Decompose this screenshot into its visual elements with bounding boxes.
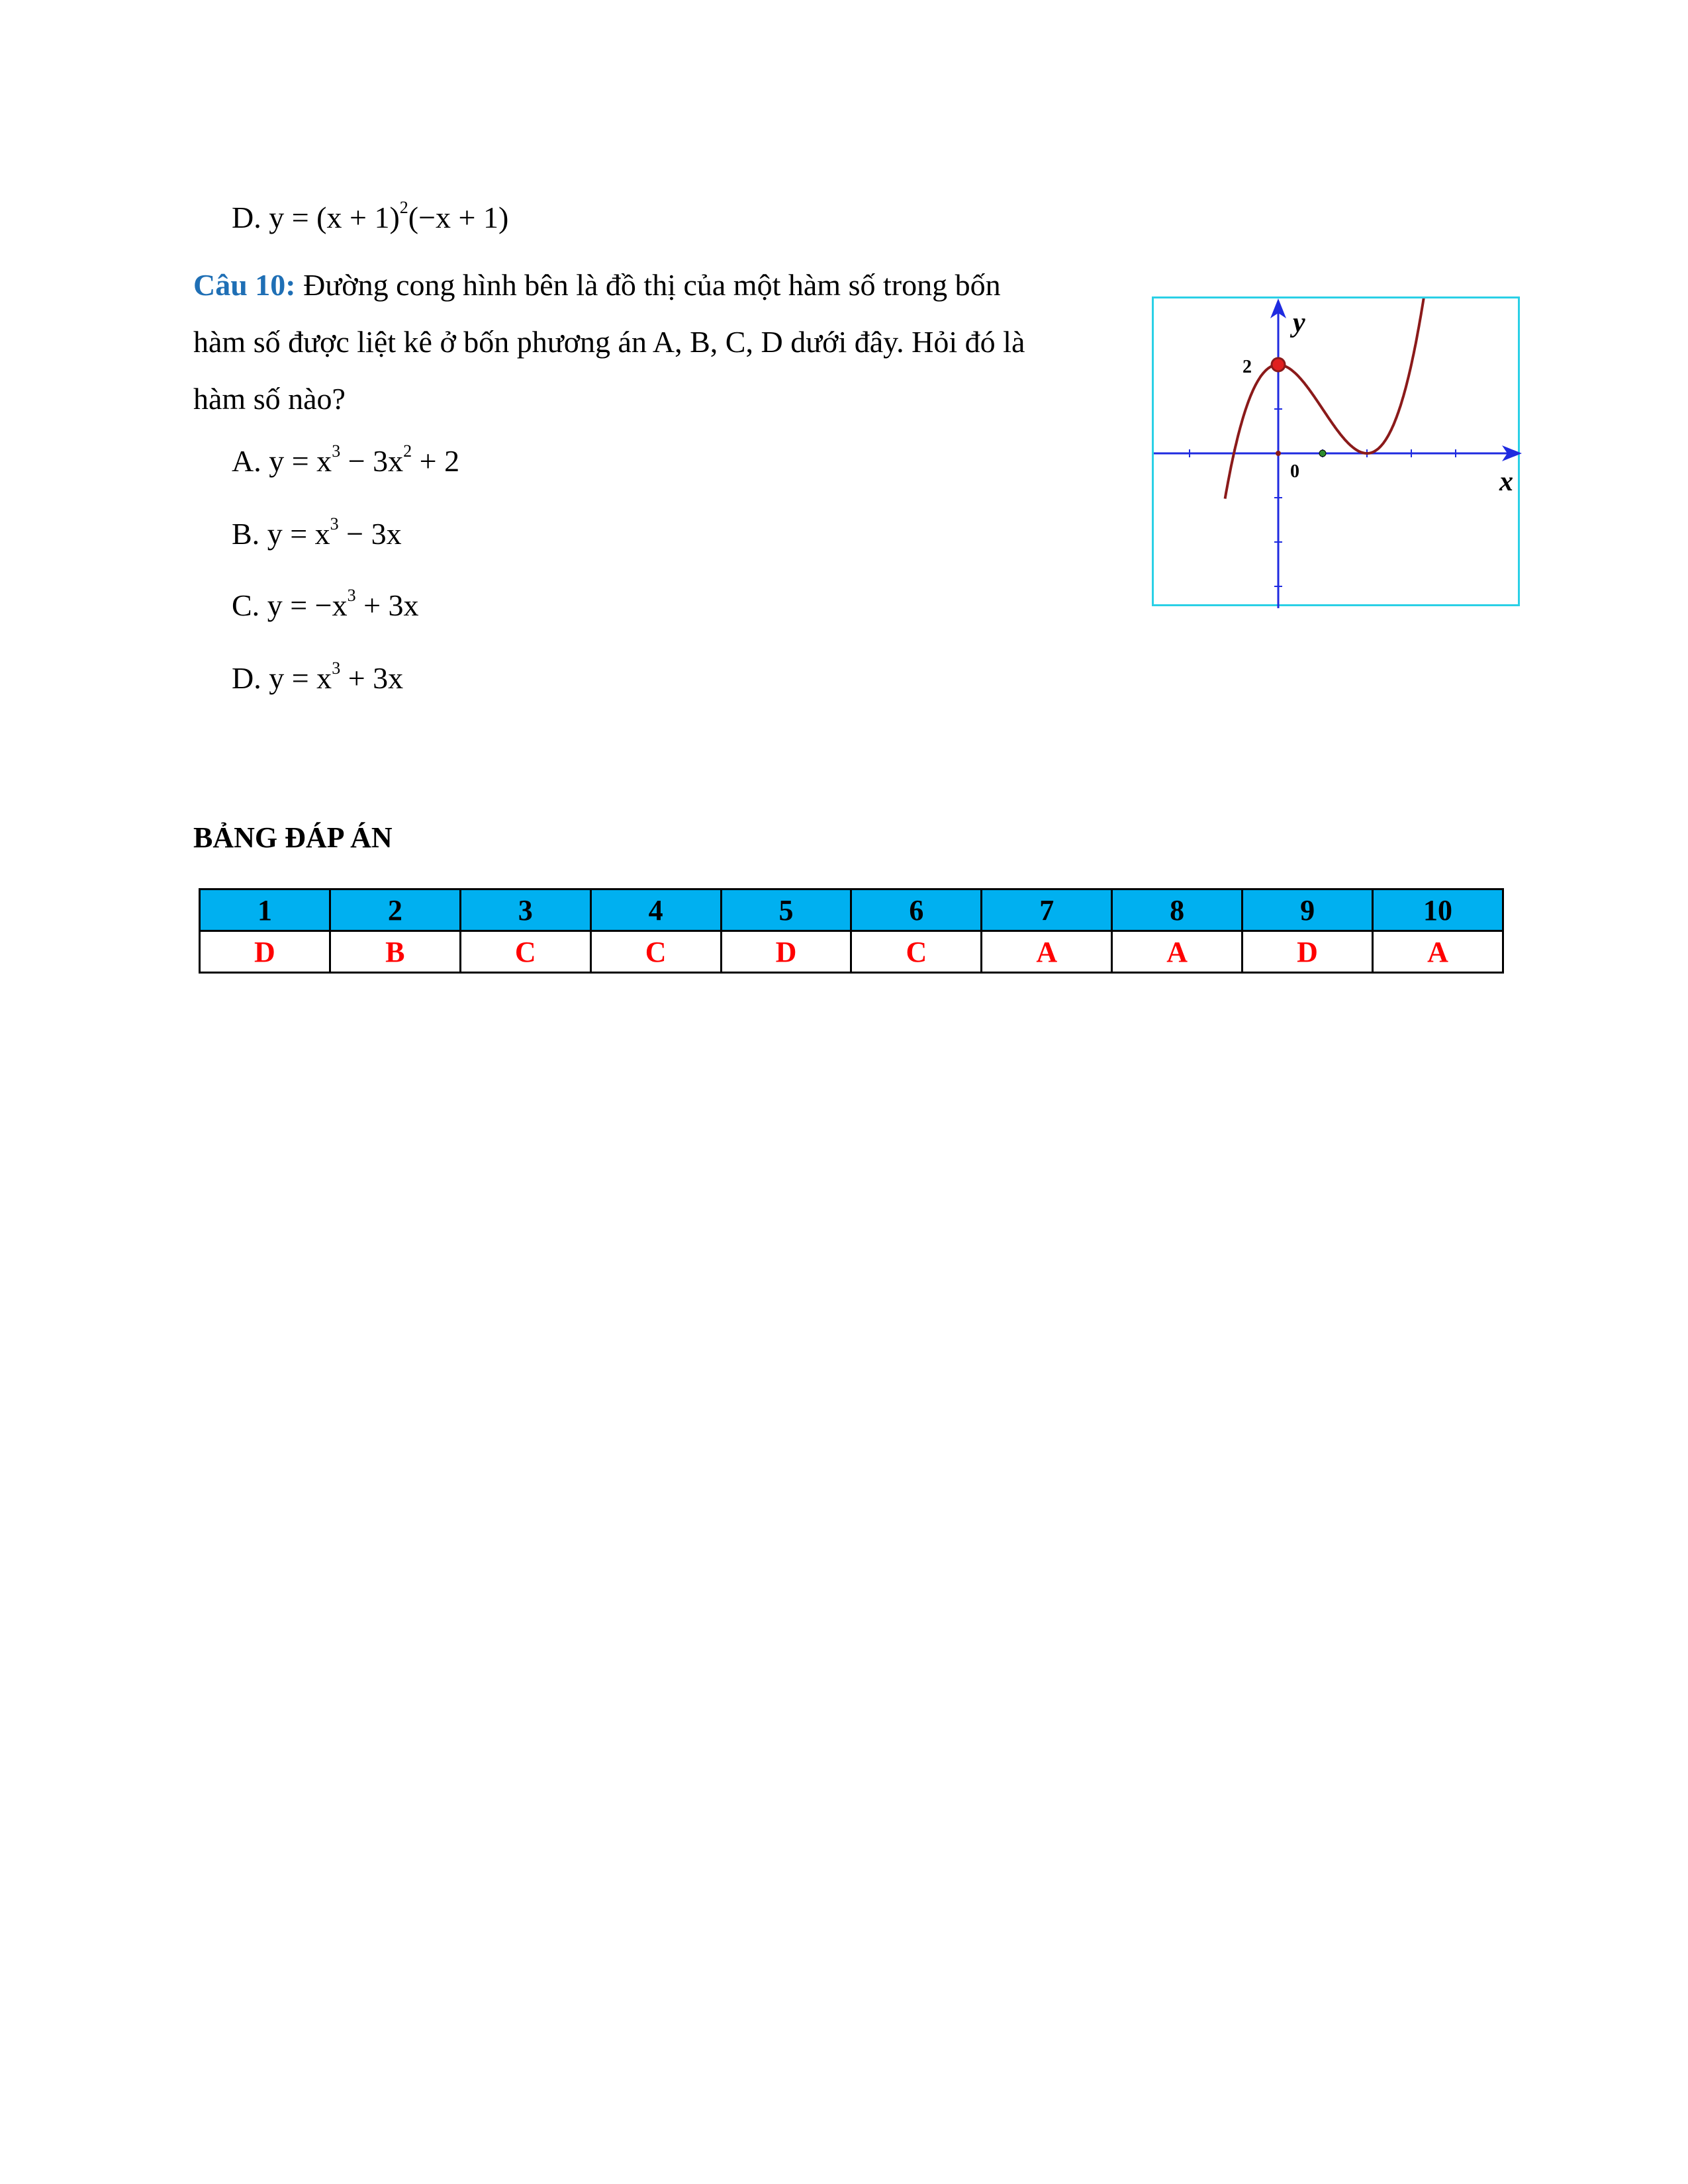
question-line-2: hàm số được liệt kê ở bốn phương án A, B, C, D dưới đây. Hỏi đó là	[193, 325, 1025, 359]
question-number-cell: 2	[330, 889, 460, 931]
question-number-cell: 1	[200, 889, 330, 931]
option-letter: C.	[232, 588, 260, 622]
curve	[1225, 298, 1425, 499]
option-formula: $y = x^3 - 3x^2 + 2$	[269, 441, 460, 478]
question-number-cell: 8	[1112, 889, 1243, 931]
option-formula: $y = (x + 1)^2(-x + 1)$	[269, 198, 509, 234]
option-a	[232, 441, 460, 478]
option-b	[232, 514, 402, 551]
option-formula: $y = -x^3 + 3x$	[267, 586, 419, 622]
question-number-cell: 10	[1373, 889, 1503, 931]
question-number-cell: 4	[590, 889, 721, 931]
answer-cell: B	[330, 931, 460, 973]
question-label: Câu 10:	[193, 268, 296, 302]
option-formula: $y = x^3 - 3x$	[267, 514, 402, 551]
graph-svg	[1154, 298, 1522, 608]
option-d	[232, 659, 404, 695]
function-graph	[1152, 296, 1520, 606]
option-letter: D.	[232, 661, 261, 695]
origin-point	[1276, 451, 1281, 456]
answer-table	[199, 888, 1504, 974]
answer-table-title: BẢNG ĐÁP ÁN	[193, 821, 393, 854]
question-number-cell: 7	[982, 889, 1112, 931]
y-tick-label: 2	[1243, 357, 1252, 377]
question-line-1	[193, 270, 1001, 300]
inflection-point	[1319, 450, 1326, 457]
option-formula: $y = x^3 + 3x$	[269, 659, 404, 695]
question-text-1: Đường cong hình bên là đồ thị của một hàm số trong bốn	[303, 268, 1001, 302]
question-line-3: hàm số nào?	[193, 382, 346, 416]
answer-cell: C	[851, 931, 982, 973]
answer-cell: A	[1373, 931, 1503, 973]
question-number-cell: 5	[721, 889, 851, 931]
option-letter: A.	[232, 444, 261, 478]
option-letter: B.	[232, 517, 260, 551]
max-point	[1272, 358, 1285, 371]
answer-table-header-row	[200, 889, 1503, 931]
answer-cell: D	[200, 931, 330, 973]
answer-cell: C	[590, 931, 721, 973]
question-number-cell: 3	[460, 889, 590, 931]
option-c	[232, 586, 419, 622]
answer-table-answer-row	[200, 931, 1503, 973]
answer-cell: A	[982, 931, 1112, 973]
origin-label: 0	[1290, 461, 1299, 482]
question-number-cell: 9	[1243, 889, 1373, 931]
answer-cell: C	[460, 931, 590, 973]
question-number-cell: 6	[851, 889, 982, 931]
answer-cell: A	[1112, 931, 1243, 973]
answer-cell: D	[1243, 931, 1373, 973]
prev-option-d	[232, 198, 509, 234]
x-axis-label: x	[1499, 467, 1513, 497]
answer-cell: D	[721, 931, 851, 973]
y-axis-label: y	[1293, 308, 1305, 338]
option-letter: D.	[232, 201, 261, 234]
